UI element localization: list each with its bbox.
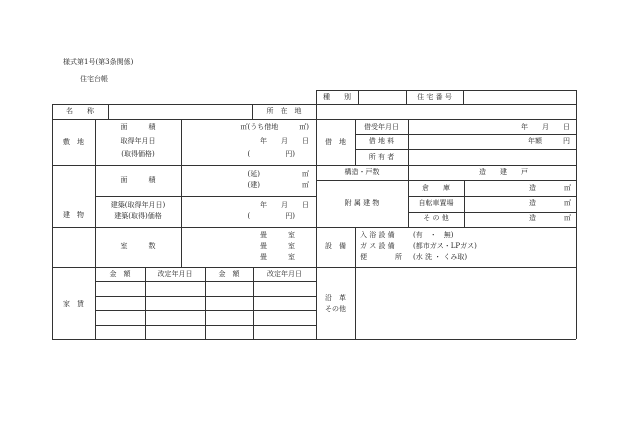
- annex-row-divider-1: [408, 196, 576, 197]
- building-area-bottom-border: [95, 196, 316, 197]
- location-label: 所 在 地: [266, 107, 302, 115]
- rooms-value-3[interactable]: 畳 室: [260, 253, 295, 261]
- lease-start-value[interactable]: 年 月 日: [521, 123, 570, 131]
- other-notes-label: その他: [325, 305, 346, 313]
- rooms-value-2[interactable]: 畳 室: [260, 242, 295, 250]
- site-area-value[interactable]: ㎡(うち借地 ㎡): [240, 123, 309, 131]
- site-acquired-date-value[interactable]: 年 月 日: [260, 137, 309, 145]
- bath-facility-label: 入 浴 設 備: [360, 231, 395, 239]
- main-table-right-border: [576, 90, 577, 339]
- site-acquired-date-label: 取得年月日: [120, 137, 156, 145]
- rent-row-divider-1: [95, 296, 316, 297]
- building-built-price-value[interactable]: ( 円): [247, 212, 295, 220]
- rent-row-divider-2: [95, 310, 316, 311]
- site-label: 敷 地: [63, 138, 84, 146]
- annex-row-divider-2: [408, 212, 576, 213]
- name-label: 名 称: [66, 107, 94, 115]
- toilet-facility-value[interactable]: (水 洗 ・ くみ取): [413, 253, 468, 261]
- form-title: 住宅台帳: [80, 75, 108, 83]
- annex-label: 附 属 建 物: [344, 199, 380, 207]
- gas-facility-value[interactable]: (都市ガス・LPガス): [413, 242, 477, 250]
- category-label: 種 別: [323, 93, 351, 101]
- site-section-bottom-border: [52, 165, 576, 166]
- form-number: 様式第1号(第3条関係): [63, 58, 134, 66]
- rent-label: 家 賃: [63, 300, 84, 308]
- facilities-section-bottom-border: [52, 267, 576, 268]
- building-label: 建 物: [63, 211, 84, 219]
- location-label-right-divider: [316, 104, 317, 119]
- rooms-value-1[interactable]: 畳 室: [260, 231, 295, 239]
- lease-row-divider-2: [355, 149, 576, 150]
- history-label: 沿 革: [325, 294, 346, 302]
- bath-facility-value[interactable]: (有 ・ 無): [413, 231, 454, 239]
- main-table-bottom-border: [52, 339, 576, 340]
- structure-row-bottom-border: [316, 180, 576, 181]
- rooms-label: 室 数: [120, 242, 156, 250]
- site-acquired-price-value[interactable]: ( 円): [247, 150, 295, 158]
- house-number-label: 住 宅 番 号: [417, 93, 452, 101]
- lease-row-divider-1: [355, 134, 576, 135]
- history-label-divider: [355, 267, 356, 339]
- name-label-divider: [108, 104, 109, 119]
- bike-parking-value[interactable]: 造 ㎡: [529, 199, 571, 207]
- building-area-label: 面 積: [120, 176, 156, 184]
- rent-row-divider-3: [95, 325, 316, 326]
- top-strip-top-border: [316, 90, 576, 91]
- rent-header-bottom-border: [95, 281, 316, 282]
- rent-amount-header-2: 金 額: [218, 270, 240, 278]
- top-strip-divider-1: [358, 90, 359, 104]
- facilities-label: 設 備: [325, 242, 346, 250]
- site-acquired-price-label: (取得価格): [121, 150, 155, 158]
- top-strip-divider-3: [463, 90, 464, 104]
- structure-value[interactable]: 造 建 戸: [479, 168, 528, 176]
- site-area-label: 面 積: [120, 123, 156, 131]
- lease-label: 借 地: [325, 138, 346, 146]
- building-built-date-label: 建築(取得年月日): [110, 201, 166, 209]
- other-building-value[interactable]: 造 ㎡: [529, 214, 571, 222]
- warehouse-value[interactable]: 造 ㎡: [529, 184, 571, 192]
- building-section-bottom-border: [52, 227, 576, 228]
- building-area-footprint[interactable]: (建) ㎡: [247, 181, 309, 189]
- lease-rent-label: 借 地 料: [368, 137, 395, 145]
- rent-amount-header-1: 金 額: [109, 270, 131, 278]
- lease-start-label: 借受年月日: [364, 123, 399, 131]
- bike-parking-label: 自転車置場: [418, 199, 454, 207]
- other-building-label: そ の 他: [423, 214, 449, 222]
- building-built-date-value[interactable]: 年 月 日: [260, 201, 309, 209]
- lease-owner-label: 所 有 者: [368, 153, 395, 161]
- name-row-bottom-border: [52, 119, 576, 120]
- warehouse-label: 倉 庫: [422, 184, 450, 192]
- gas-facility-label: ガ ス 設 備: [360, 242, 395, 250]
- building-area-total[interactable]: (延) ㎡: [247, 170, 309, 178]
- facilities-label-divider: [355, 227, 356, 267]
- rent-revised-date-header-2: 改定年月日: [267, 270, 302, 278]
- building-built-price-label: 建築(取得)価格: [114, 212, 162, 220]
- main-table-top-border: [52, 104, 576, 105]
- toilet-facility-label: 便 所: [360, 253, 402, 261]
- rent-revised-date-header-1: 改定年月日: [157, 270, 193, 278]
- lease-rent-value[interactable]: 年額 円: [528, 137, 570, 145]
- structure-label: 構造・戸数: [344, 168, 380, 176]
